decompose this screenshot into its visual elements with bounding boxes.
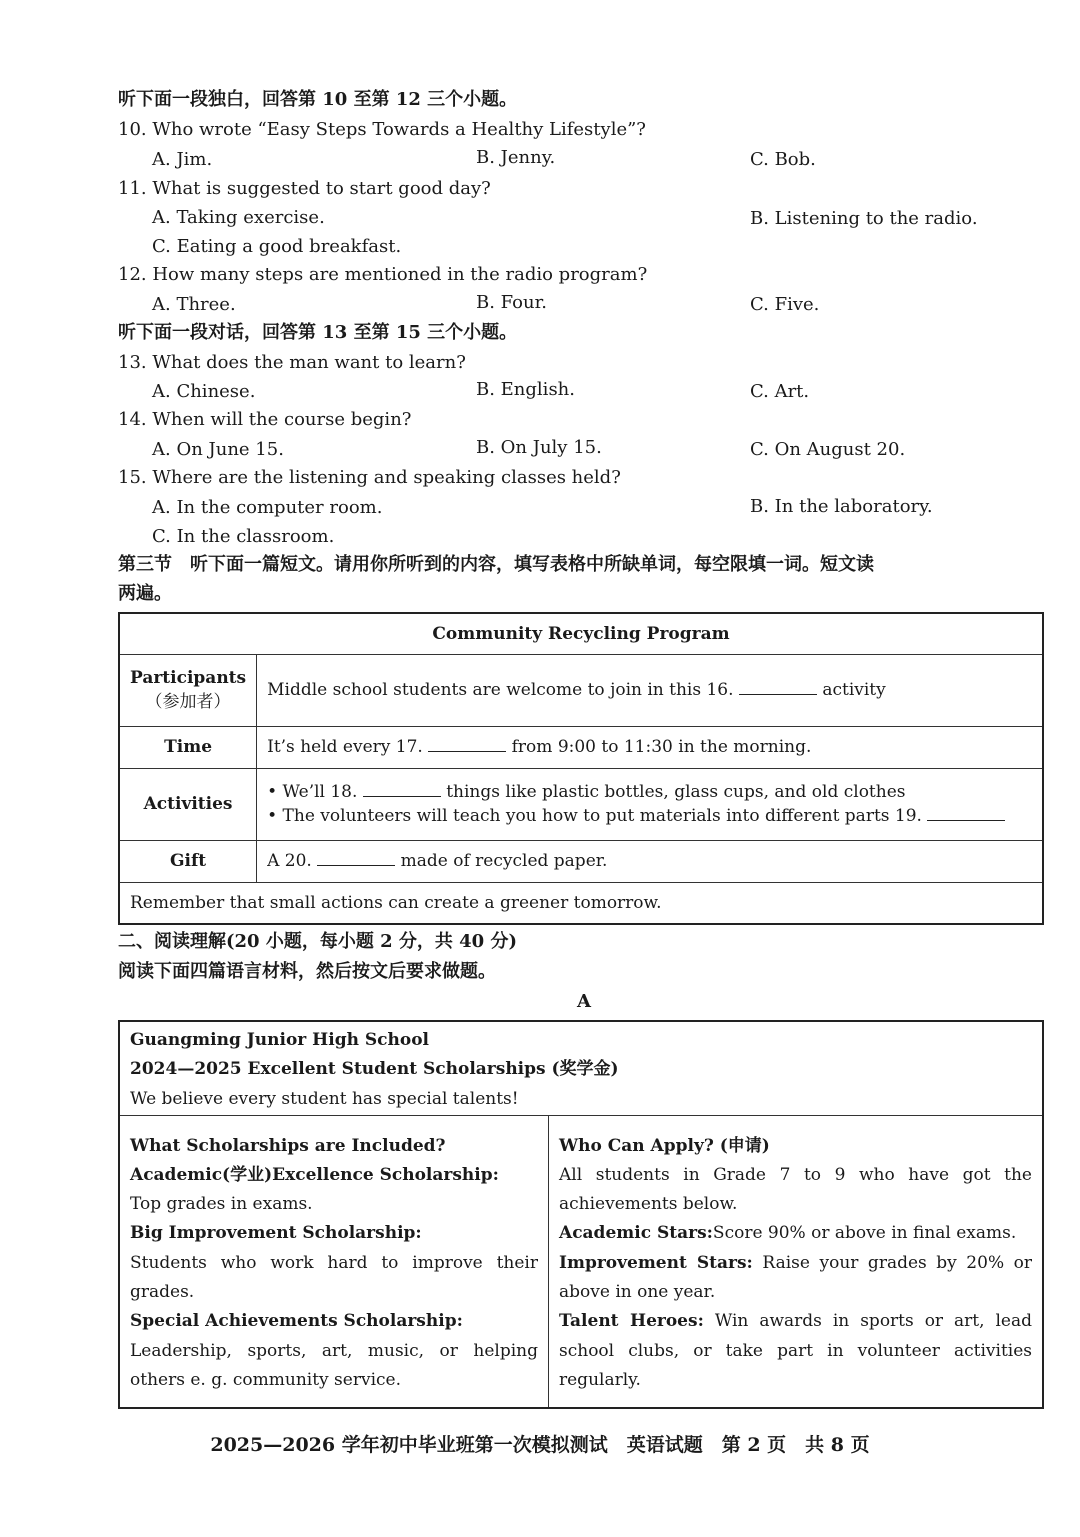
improvement-stars-title: Improvement Stars:: [559, 1252, 753, 1273]
recycling-table-title: Community Recycling Program: [119, 613, 1043, 654]
q11-option-a: A. Taking exercise.: [152, 207, 325, 228]
q13-option-b: B. English.: [476, 379, 575, 400]
reading-instruction: 阅读下面四篇语言材料，然后按文后要求做题。: [118, 961, 496, 982]
participants-text-post: activity: [822, 680, 886, 700]
talent-heroes: [559, 1307, 1032, 1395]
special-scholarship-title: Special Achievements Scholarship:: [130, 1311, 463, 1332]
gift-post: made of recycled paper.: [400, 851, 608, 871]
blank-20[interactable]: [317, 849, 395, 866]
talent-heroes-title: Talent Heroes:: [559, 1311, 704, 1332]
participants-text-pre: Middle school students are welcome to join in this 16.: [267, 680, 734, 700]
who-can-apply-cell: [549, 1115, 1044, 1408]
q13-option-a: A. Chinese.: [152, 381, 256, 402]
scholarships-included-cell: [119, 1115, 549, 1408]
scholarship-table: [118, 1020, 1044, 1409]
gift-pre: A 20.: [267, 851, 312, 871]
scholarship-title: 2024—2025 Excellent Student Scholarships (奖学金): [130, 1059, 619, 1080]
activity-1-post: things like plastic bottles, glass cups, and old clothes: [446, 782, 906, 802]
q10-option-c: C. Bob.: [750, 149, 816, 170]
gift-text-cell: [257, 840, 1043, 882]
blank-19[interactable]: [927, 804, 1005, 821]
q14-option-a: A. On June 15.: [152, 439, 284, 460]
participants-label: Participants: [130, 668, 247, 688]
activity-2-pre: • The volunteers will teach you how to put materials into different parts 19.: [267, 806, 922, 826]
reading-heading: 二、阅读理解(20 小题，每小题 2 分，共 40 分): [118, 931, 517, 952]
participants-text-cell: [257, 654, 1043, 726]
activity-2: [267, 804, 1032, 828]
scholarship-tagline: We believe every student has special talents!: [130, 1088, 519, 1109]
gift-label: Gift: [119, 840, 257, 882]
q12-option-a: A. Three.: [152, 294, 236, 315]
recycling-program-table: [118, 612, 1044, 925]
monologue-instruction: 听下面一段独白，回答第 10 至第 12 三个小题。: [118, 89, 518, 110]
improvement-scholarship-title: Big Improvement Scholarship:: [130, 1223, 422, 1244]
academic-scholarship-title: Academic(学业)Excellence Scholarship:: [130, 1164, 499, 1185]
time-text-cell: [257, 726, 1043, 768]
q11-option-b: B. Listening to the radio.: [750, 208, 978, 229]
q14-option-c: C. On August 20.: [750, 439, 906, 460]
academic-stars: [559, 1219, 1032, 1248]
question-15: 15. Where are the listening and speaking classes held?: [118, 467, 621, 488]
activities-label: Activities: [119, 768, 257, 840]
question-11: 11. What is suggested to start good day?: [118, 178, 491, 199]
academic-stars-title: Academic Stars:: [559, 1223, 713, 1244]
q15-option-b: B. In the laboratory.: [750, 496, 933, 517]
improvement-scholarship-desc: Students who work hard to improve their grades.: [130, 1252, 538, 1302]
question-14: 14. When will the course begin?: [118, 409, 412, 430]
scholarship-header-cell: [119, 1021, 1043, 1115]
q14-option-b: B. On July 15.: [476, 437, 602, 458]
q12-option-b: B. Four.: [476, 292, 547, 313]
q13-option-c: C. Art.: [750, 381, 810, 402]
participants-label-cell: [119, 654, 257, 726]
section3-instruction-line1: 第三节 听下面一篇短文。请用你所听到的内容，填写表格中所缺单词，每空限填一词。短文读: [118, 554, 874, 575]
school-name: Guangming Junior High School: [130, 1030, 429, 1050]
recycling-table-footer: Remember that small actions can create a greener tomorrow.: [119, 882, 1043, 924]
q15-option-c: C. In the classroom.: [152, 526, 335, 547]
q10-option-b: B. Jenny.: [476, 147, 556, 168]
q10-option-a: A. Jim.: [152, 149, 213, 170]
page-footer: 2025—2026 学年初中毕业班第一次模拟测试 英语试题 第 2 页 共 8 页: [210, 1434, 870, 1456]
q12-option-c: C. Five.: [750, 294, 820, 315]
activity-1-pre: • We’ll 18.: [267, 782, 358, 802]
time-label: Time: [119, 726, 257, 768]
section3-instruction-line2: 两遍。: [118, 583, 172, 604]
improvement-stars-desc: Raise your grades by 20% or above in one year.: [559, 1252, 1032, 1302]
scholarships-included-heading: What Scholarships are Included?: [130, 1135, 446, 1156]
question-13: 13. What does the man want to learn?: [118, 352, 466, 373]
improvement-stars: [559, 1249, 1032, 1308]
participants-label-cn: （参加者）: [145, 692, 231, 712]
dialogue-instruction: 听下面一段对话，回答第 13 至第 15 三个小题。: [118, 322, 518, 343]
passage-label: A: [577, 991, 591, 1012]
blank-17[interactable]: [428, 735, 506, 752]
blank-16[interactable]: [739, 678, 817, 695]
q11-option-c: C. Eating a good breakfast.: [152, 236, 402, 257]
q15-option-a: A. In the computer room.: [152, 497, 383, 518]
activities-text-cell: [257, 768, 1043, 840]
who-can-apply-heading: Who Can Apply? (申请): [559, 1135, 770, 1156]
question-12: 12. How many steps are mentioned in the radio program?: [118, 264, 648, 285]
question-10: 10. Who wrote “Easy Steps Towards a Healthy Lifestyle”?: [118, 119, 646, 140]
activity-1: [267, 780, 1032, 804]
special-scholarship-desc: Leadership, sports, art, music, or helping others e. g. community service.: [130, 1340, 538, 1390]
talent-heroes-desc: Win awards in sports or art, lead school clubs, or take part in volunteer activities regularly.: [559, 1311, 1032, 1390]
time-text-post: from 9:00 to 11:30 in the morning.: [511, 737, 812, 757]
time-text-pre: It’s held every 17.: [267, 737, 423, 757]
who-can-apply-intro: All students in Grade 7 to 9 who have got the achievements below.: [559, 1164, 1032, 1215]
blank-18[interactable]: [363, 780, 441, 797]
academic-scholarship-desc: Top grades in exams.: [130, 1194, 313, 1215]
academic-stars-desc: Score 90% or above in final exams.: [712, 1223, 1017, 1244]
